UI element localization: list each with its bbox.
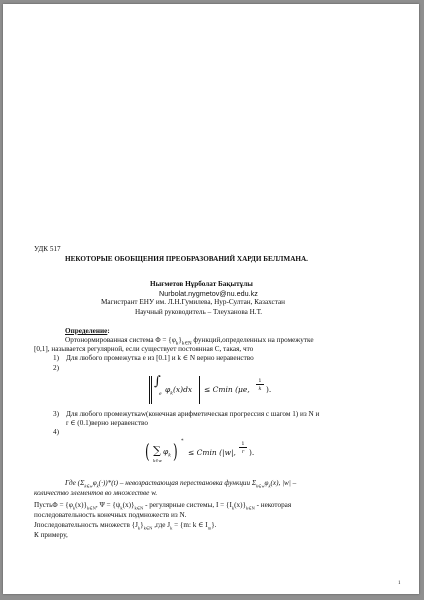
formula-1-rhs: ≤ Cmin (μe,: [204, 385, 250, 394]
author-email: Nurbolat.nygmetov@nu.edu.kz: [159, 289, 258, 298]
fraction-1-numerator: 1: [256, 378, 264, 385]
sum-subscript: k∈w: [153, 458, 162, 463]
note-line-1: Где $(\Sigma_{k\in w}\varphi_k(\cdot))*(t)$ – невозрастающая перестановка функции $\Sigma_{k\in w}\varphi_k(x)$, |w| –: [65, 479, 297, 489]
author-affiliation: Магистрант ЕНУ им. Л.Н.Гумилева, Нур-Султан, Казахстан: [101, 298, 285, 306]
item-1-text: Для любого промежутка e из [0.1] и k ∈ N верно неравенство: [66, 354, 254, 362]
formula-2: [145, 436, 285, 470]
formula-1-close: ).: [266, 385, 272, 394]
definition-intro-line2: [0,1], называется регулярной, если существует постоянная C, такая, что: [34, 345, 254, 353]
author-name: Нығметов Нұрболат Бақытұлы: [150, 280, 253, 288]
page-number: 1: [398, 581, 401, 586]
document-title: НЕКОТОРЫЕ ОБОБЩЕНИЯ ПРЕОБРАЗОВАНИЙ ХАРДИ БЕЛЛМАНА.: [65, 255, 308, 263]
definition-heading: Определение:: [65, 327, 110, 335]
note-line-2: количество элементов во множестве w.: [34, 489, 158, 497]
document-page: [3, 4, 419, 594]
udk-code: УДК 517: [34, 245, 61, 253]
formula-2-rhs: ≤ Cmin (|w|,: [188, 448, 236, 457]
fraction-1-denominator: k: [258, 386, 262, 392]
item-4-number: 4): [53, 428, 59, 436]
letsay-line-3: Jпоследовательность множеств $\{J_k\}_{k\in N}$ ,где $J_k = \{m$: k ∈ $I_m$}.: [34, 521, 217, 531]
integrand: $\varphi_k(x)dx$: [165, 385, 193, 397]
sum-sign: ∑: [153, 444, 161, 457]
item-2-number: 2): [53, 364, 59, 372]
letsay-line-2: последовательность конечных подмножеств из N.: [34, 511, 187, 519]
item-1-number: 1): [53, 354, 59, 362]
example-line: К примеру,: [34, 531, 68, 539]
left-paren: (: [145, 439, 150, 463]
formula-2-close: ).: [249, 448, 255, 457]
integral-sign: ∫: [154, 374, 161, 389]
sum-term: $\varphi_k$: [163, 447, 171, 459]
item-3-number: 3): [53, 410, 59, 418]
fraction-2-numerator: 1: [239, 441, 247, 448]
item-3-line1: Для любого промежуткаw(конечная арифметическая прогрессия с шагом 1) из N и: [66, 410, 320, 418]
item-3-line2: r ∈ (0.1)верно неравенство: [66, 419, 148, 427]
star-superscript: *: [181, 438, 184, 444]
right-paren: ): [173, 439, 178, 463]
supervisor-line: Научный руководитель – Тлеуханова Н.Т.: [135, 308, 263, 316]
definition-intro-line1: Ортонормированная система $\Phi = \{\varphi_k\}_{k\in N}$ функций,определенных на промежутке: [65, 336, 314, 347]
formula-1: [149, 376, 279, 406]
integral-lower-limit: e: [159, 392, 162, 397]
fraction-2-denominator: r: [241, 449, 245, 455]
letsay-line-1: ПустьΦ = $\{\varphi_k(x)\}_{k\in N}$, $\Psi = \{\psi_k(x)\}_{k\in N}$ - регулярные системы, $I = \{I_k(x)\}_{k\in N}$ - некоторая: [34, 501, 292, 511]
